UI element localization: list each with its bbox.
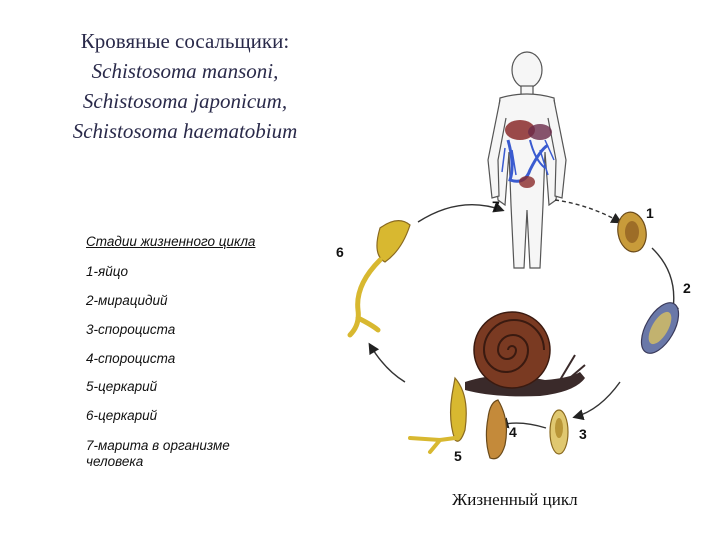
sporocyst-stage-4 bbox=[486, 400, 506, 459]
cercaria-stage-6 bbox=[350, 221, 410, 335]
stage-number-3: 3 bbox=[579, 426, 587, 442]
legend-item-7: 7-марита в организме человека bbox=[86, 438, 230, 469]
legend-item-1: 1-яйцо bbox=[86, 264, 128, 279]
stage-number-7: 7 bbox=[492, 198, 500, 214]
legend-item-2: 2-мирацидий bbox=[86, 293, 168, 308]
legend-item-3: 3-спороциста bbox=[86, 322, 176, 337]
stage-number-5: 5 bbox=[454, 448, 462, 464]
snail bbox=[465, 312, 585, 396]
human-figure bbox=[488, 52, 566, 268]
title-line-4: Schistosoma haematobium bbox=[72, 119, 298, 143]
miracidium-stage-2 bbox=[634, 297, 686, 359]
stage-number-1: 1 bbox=[646, 205, 654, 221]
legend-item-6: 6-церкарий bbox=[86, 408, 158, 423]
title-line-1: Кровяные сосальщики: bbox=[80, 29, 290, 53]
stage-number-4: 4 bbox=[509, 424, 517, 440]
diagram-caption: Жизненный цикл bbox=[452, 490, 578, 509]
egg-stage-1 bbox=[615, 210, 650, 254]
title-line-2: Schistosoma mansoni, bbox=[91, 59, 279, 83]
sporocyst-stage-3 bbox=[550, 410, 568, 454]
stage-number-6: 6 bbox=[336, 244, 344, 260]
legend-item-5: 5-церкарий bbox=[86, 379, 158, 394]
legend-item-4: 4-спороциста bbox=[86, 351, 176, 366]
legend-heading: Стадии жизненного цикла bbox=[86, 234, 256, 249]
stage-number-2: 2 bbox=[683, 280, 691, 296]
cercaria-stage-5 bbox=[410, 378, 466, 452]
title-line-3: Schistosoma japonicum, bbox=[82, 89, 288, 113]
